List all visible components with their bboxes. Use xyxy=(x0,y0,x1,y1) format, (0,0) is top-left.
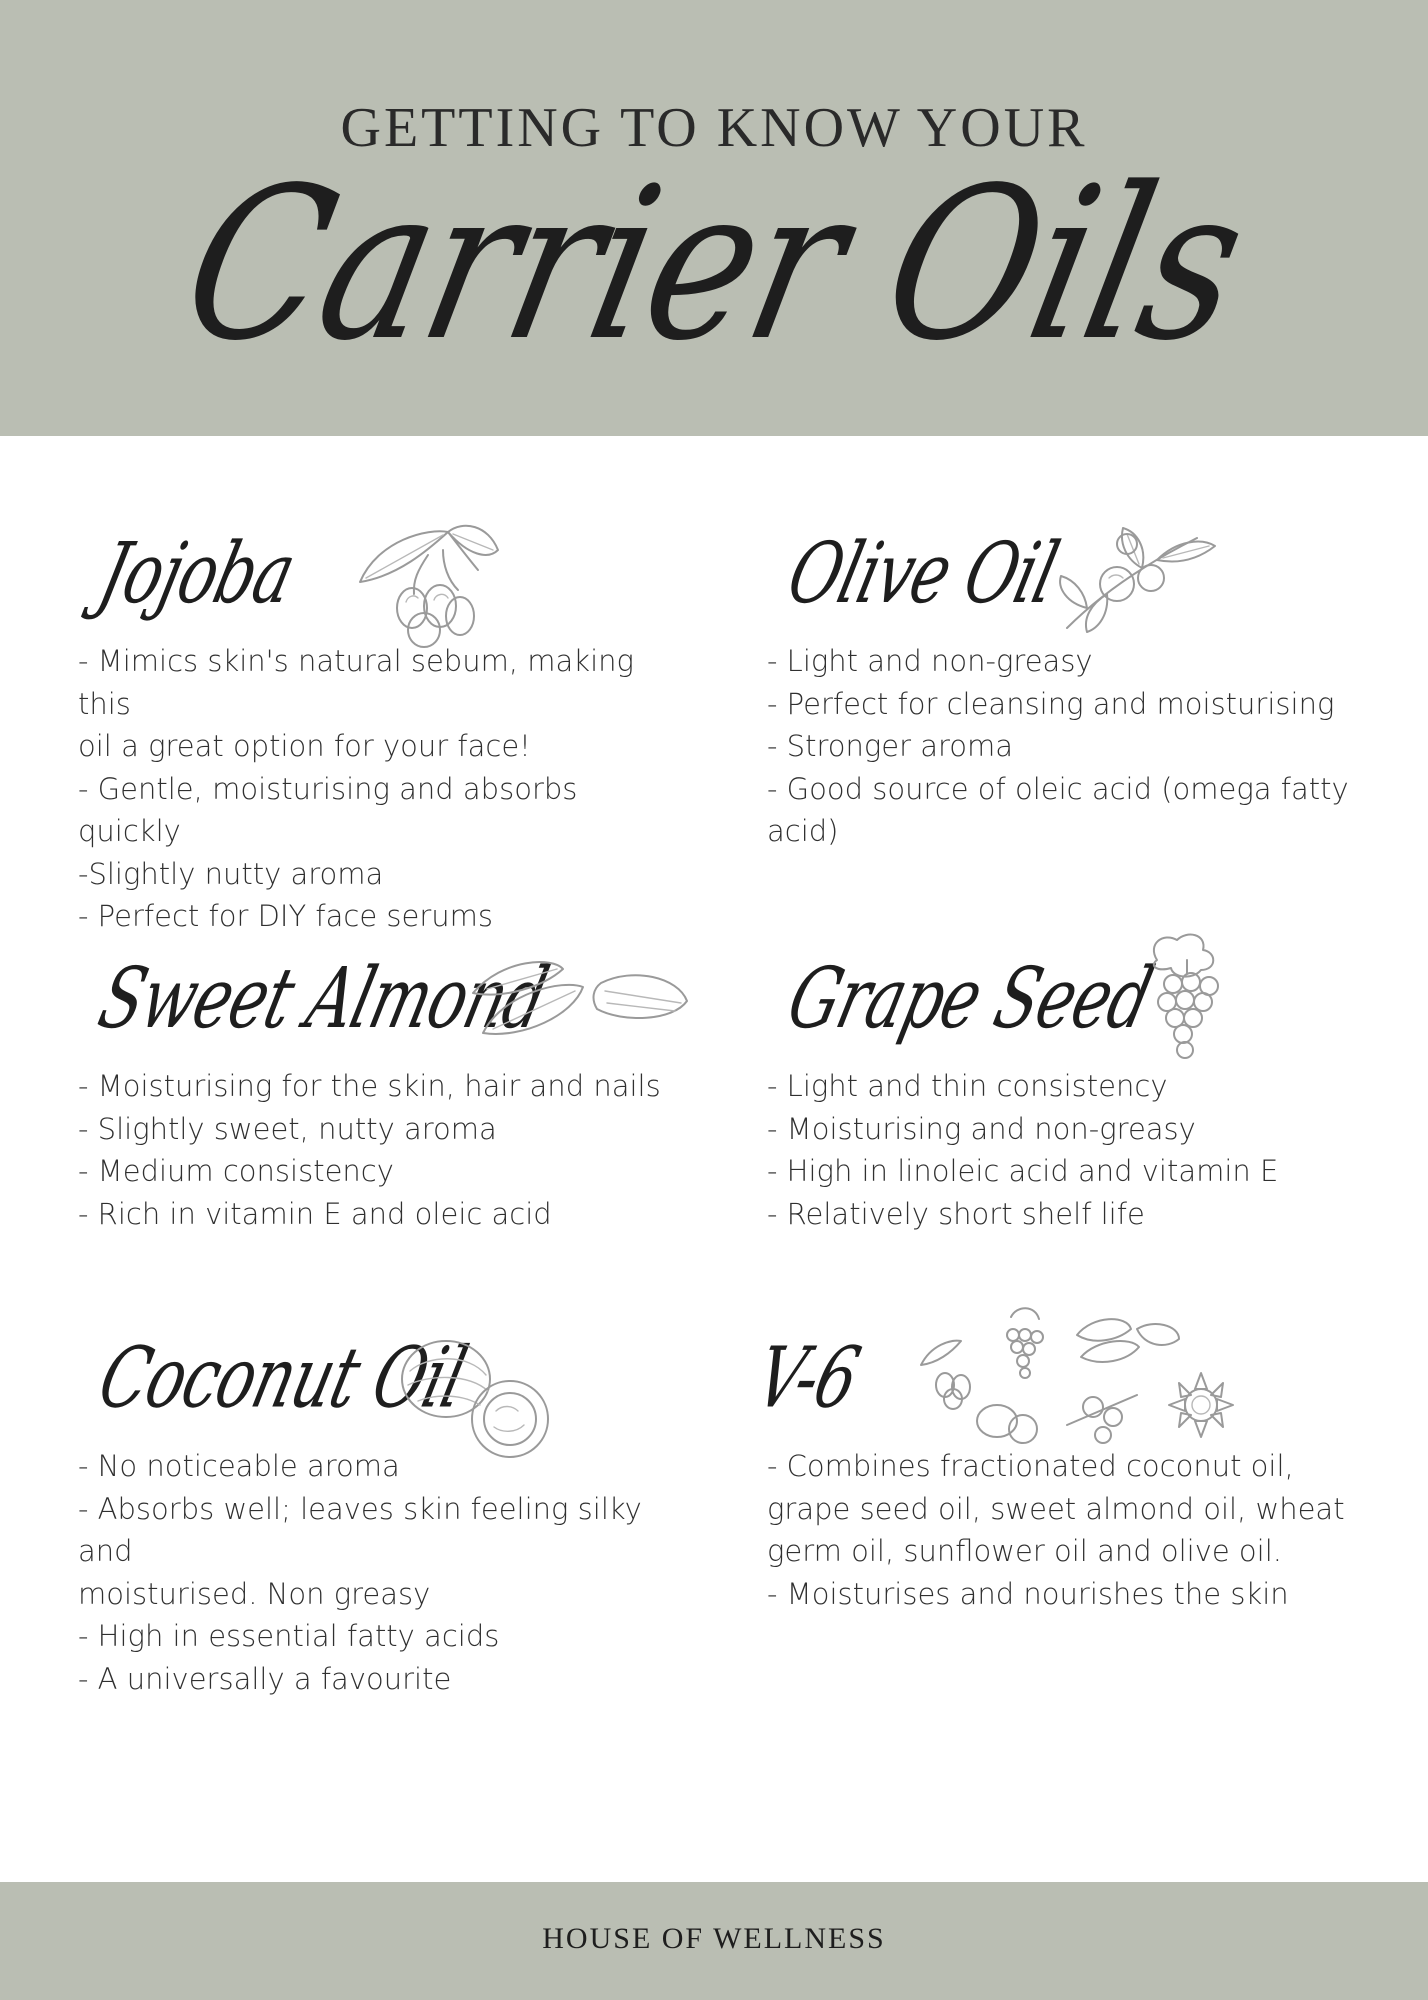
brand-name: HOUSE OF WELLNESS xyxy=(542,1922,886,1955)
list-item: - Medium consistency xyxy=(78,1154,394,1188)
oil-card-olive-oil xyxy=(767,440,1367,853)
grape-bunch-icon xyxy=(1137,930,1237,1065)
list-item: - Relatively short shelf life xyxy=(767,1196,1145,1231)
oil-card-v-6 xyxy=(747,1245,1367,1615)
oil-name: V-6 xyxy=(747,1328,869,1427)
list-item: - High in essential fatty acids xyxy=(78,1619,500,1653)
oil-name: Grape Seed xyxy=(779,948,1162,1047)
list-item: oil a great option for your face! xyxy=(78,729,531,763)
list-item: - Stronger aroma xyxy=(767,729,1014,763)
list-item: - High in linoleic acid and vitamin E xyxy=(767,1154,1279,1188)
list-item: - A universally a favourite xyxy=(78,1661,452,1696)
oil-name: Coconut Oil xyxy=(90,1328,476,1427)
list-item: - Good source of oleic acid (omega fatty xyxy=(767,771,1349,806)
footer-banner xyxy=(0,1882,1428,2000)
oil-points-list xyxy=(767,1065,1367,1235)
oil-card-grape-seed xyxy=(767,865,1367,1235)
oil-name: Sweet Almond xyxy=(90,948,557,1047)
page-title-script: Carrier Oils xyxy=(166,142,1262,387)
oil-points-list xyxy=(78,1065,678,1235)
oil-points-list xyxy=(78,1445,678,1700)
oil-card-coconut-oil xyxy=(78,1245,678,1700)
list-item: - Absorbs well; leaves skin feeling silky and xyxy=(78,1491,642,1568)
list-item: grape seed oil, sweet almond oil, wheat xyxy=(767,1491,1345,1526)
oil-ingredients-collage-icon xyxy=(917,1295,1247,1465)
list-item: - Rich in vitamin E and oleic acid xyxy=(78,1196,552,1231)
list-item: -Slightly nutty aroma xyxy=(78,856,384,891)
list-item: - Mimics skin's natural sebum, making this xyxy=(78,644,634,721)
list-item: - Moisturising for the skin, hair and nails xyxy=(78,1069,661,1103)
coconut-icon xyxy=(398,1335,558,1460)
list-item: - Perfect for cleansing and moisturising xyxy=(767,686,1335,721)
header-banner xyxy=(0,0,1428,436)
list-item: - Gentle, moisturising and absorbs quickly xyxy=(78,771,578,848)
list-item: - Moisturises and nourishes the skin xyxy=(767,1576,1289,1611)
list-item: - Slightly sweet, nutty aroma xyxy=(78,1111,497,1146)
list-item: - Combines fractionated coconut oil, xyxy=(767,1449,1294,1483)
list-item: germ oil, sunflower oil and olive oil. xyxy=(767,1534,1283,1568)
olive-branch-icon xyxy=(1047,518,1217,638)
list-item: - Perfect for DIY face serums xyxy=(78,899,493,933)
almonds-icon xyxy=(463,953,693,1063)
oil-card-sweet-almond xyxy=(78,865,678,1235)
oil-points-list xyxy=(767,640,1367,853)
list-item: - No noticeable aroma xyxy=(78,1449,400,1483)
jojoba-sprig-icon xyxy=(348,510,518,650)
list-item: - Light and thin consistency xyxy=(767,1069,1168,1103)
header-eyebrow: GETTING TO KNOW YOUR xyxy=(340,97,1088,159)
list-item: - Light and non-greasy xyxy=(767,644,1093,678)
list-item: moisturised. Non greasy xyxy=(78,1576,431,1611)
list-item: acid) xyxy=(767,814,839,848)
oil-card-jojoba xyxy=(78,440,678,938)
oil-name: Olive Oil xyxy=(779,523,1067,622)
list-item: - Moisturising and non-greasy xyxy=(767,1111,1196,1146)
oil-name: Jojoba xyxy=(90,523,304,622)
oil-points-list xyxy=(767,1445,1367,1615)
